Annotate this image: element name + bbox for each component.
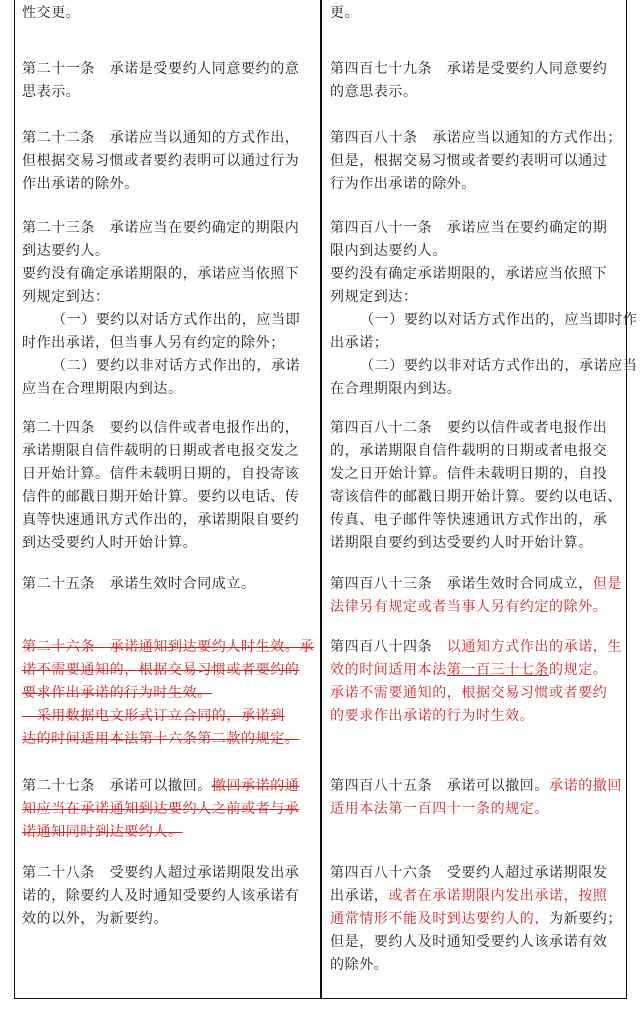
text-line xyxy=(330,636,622,659)
text-line: 第四百八十二条 要约以信件或者电报作出 xyxy=(330,420,608,436)
article-reference-link: 第一百三十七条 xyxy=(446,662,550,678)
text-line: 采用数据电文形式订立合同的，承诺到 xyxy=(22,708,285,724)
text-line: 但根据交易习惯或者要约表明可以通过行为 xyxy=(22,153,300,169)
text-line: 日开始计算。信件未载明日期的，自投寄该 xyxy=(22,466,300,482)
text-line: 列规定到达： xyxy=(330,289,418,305)
text-line: 但是，根据交易习惯或者要约表明可以通过 xyxy=(330,153,608,169)
text-line: 列规定到达： xyxy=(22,289,110,305)
text-line xyxy=(330,573,622,596)
text-line: 第二十二条 承诺应当以通知的方式作出， xyxy=(22,130,300,146)
article-484 xyxy=(330,636,622,728)
article-479 xyxy=(330,58,622,104)
text-line: 信件的邮戳日期开始计算。要约以电话、传 xyxy=(22,489,300,505)
text-line: 作出承诺的除外。 xyxy=(22,176,139,192)
added-text-part: 的规定。 xyxy=(549,662,608,678)
text-line: 第四百七十九条 承诺是受要约人同意要约 xyxy=(330,61,608,77)
text-line: 发之日开始计算。信件未载明日期的，自投 xyxy=(330,466,608,482)
text-line: 传真、电子邮件等快速通讯方式作出的，承 xyxy=(330,512,608,528)
article-485 xyxy=(330,775,622,821)
text-line: 行为作出承诺的除外。 xyxy=(330,176,476,192)
text-line: 效的以外，为新要约。 xyxy=(22,911,168,927)
article-27-text: 第二十七条 承诺可以撤回。 xyxy=(22,778,212,794)
text-part: 为新要约； xyxy=(549,911,622,927)
article-486 xyxy=(330,862,622,977)
text-line: （一）要约以对话方式作出的，应当即时作 xyxy=(360,312,638,328)
text-line: 思表示。 xyxy=(22,84,81,100)
article-483 xyxy=(330,573,622,619)
text-line: 的意思表示。 xyxy=(330,84,418,100)
text-line: 第二十四条 要约以信件或者电报作出的， xyxy=(22,420,300,436)
article-27 xyxy=(22,775,316,844)
text-line: 限内到达要约人。 xyxy=(330,243,447,259)
added-text: 承诺不需要通知的，根据交易习惯或者要约 xyxy=(330,685,608,701)
text-line: 第四百八十六条 受要约人超过承诺期限发 xyxy=(330,865,608,881)
article-26-deleted xyxy=(22,636,316,751)
added-text: 法律另有规定或者当事人另有约定的除外。 xyxy=(330,599,608,615)
deleted-text: 诺通知同时到达要约人。 xyxy=(22,824,183,840)
text-part: 出承诺， xyxy=(330,888,389,904)
article-fragment-left xyxy=(22,2,316,25)
text-line: 出承诺； xyxy=(330,335,389,351)
article-28 xyxy=(22,862,316,931)
article-21 xyxy=(22,58,316,104)
added-text-part: 效的时间适用本法 xyxy=(330,662,447,678)
text-line: 要约没有确定承诺期限的，承诺应当依照下 xyxy=(330,266,608,282)
column-divider xyxy=(320,0,322,999)
text-line: 第四百八十一条 承诺应当在要约确定的期 xyxy=(330,220,608,236)
text-line: 第二十三条 承诺应当在要约确定的期限内 xyxy=(22,220,300,236)
text-line xyxy=(330,885,622,908)
text-line: 承诺期限自信件载明的日期或者电报交发之 xyxy=(22,443,300,459)
text-line: 应当在合理期限内到达。 xyxy=(22,381,183,397)
article-485-text: 第四百八十五条 承诺可以撤回。 xyxy=(330,778,549,794)
text-line: 诺不需要通知的，根据交易习惯或者要约的 xyxy=(22,662,300,678)
article-483-text: 第四百八十三条 承诺生效时合同成立， xyxy=(330,576,593,592)
text-line: 寄该信件的邮戳日期开始计算。要约以电话、 xyxy=(330,489,622,505)
text-line: 到达受要约人时开始计算。 xyxy=(22,535,198,551)
text-line: 的除外。 xyxy=(330,957,389,973)
text-line: 第二十八条 受要约人超过承诺期限发出承 xyxy=(22,865,300,881)
text-line xyxy=(330,908,622,931)
added-text: 通常情形不能及时到达要约人的， xyxy=(330,911,549,927)
added-text: 承诺的撤回 xyxy=(549,778,622,794)
text-line xyxy=(22,775,316,798)
text-line: 但是，要约人及时通知受要约人该承诺有效 xyxy=(330,934,608,950)
added-text: 以通知方式作出的承诺，生 xyxy=(446,639,623,655)
article-484-number: 第四百八十四条 xyxy=(330,639,447,655)
article-480 xyxy=(330,127,622,196)
text-line: 第二十六条 承诺通知到达要约人时生效。承 xyxy=(22,639,314,655)
article-fragment-right xyxy=(330,2,622,25)
added-text: 的要求作出承诺的行为时生效。 xyxy=(330,708,535,724)
text-line: 达的时间适用本法第十六条第二款的规定。 xyxy=(22,731,300,747)
text-line: 性交更。 xyxy=(22,5,81,21)
text-line: 在合理期限内到达。 xyxy=(330,381,462,397)
text-line: 第四百八十条 承诺应当以通知的方式作出； xyxy=(330,130,622,146)
text-line: 真等快速通讯方式作出的，承诺期限自要约 xyxy=(22,512,300,528)
added-text: 或者在承诺期限内发出承诺，按照 xyxy=(388,888,608,904)
article-482 xyxy=(330,417,622,555)
text-line: 第二十一条 承诺是受要约人同意要约的意 xyxy=(22,61,300,77)
article-24 xyxy=(22,417,316,555)
article-22 xyxy=(22,127,316,196)
text-line: 要求作出承诺的行为时生效。 xyxy=(22,685,212,701)
text-line: 更。 xyxy=(330,5,360,21)
article-25 xyxy=(22,573,316,596)
deleted-text: 知应当在承诺通知到达要约人之前或者与承 xyxy=(22,801,300,817)
text-line: 时作出承诺，但当事人另有约定的除外； xyxy=(22,335,285,351)
text-line xyxy=(330,775,622,798)
deleted-text: 撤回承诺的通 xyxy=(211,778,300,794)
text-line: 的，承诺期限自信件载明的日期或者电报交 xyxy=(330,443,608,459)
text-line: 诺期限自要约到达受要约人时开始计算。 xyxy=(330,535,593,551)
added-text xyxy=(330,659,622,682)
article-23 xyxy=(22,217,316,401)
text-line: 到达要约人。 xyxy=(22,243,110,259)
text-line: 要约没有确定承诺期限的，承诺应当依照下 xyxy=(22,266,300,282)
added-text: 但是 xyxy=(592,576,623,592)
text-line: 第二十五条 承诺生效时合同成立。 xyxy=(22,576,256,592)
text-line: （一）要约以对话方式作出的，应当即 xyxy=(52,312,301,328)
text-line: （二）要约以非对话方式作出的，承诺应当 xyxy=(360,358,638,374)
text-line: （二）要约以非对话方式作出的，承诺 xyxy=(52,358,301,374)
added-text: 适用本法第一百四十一条的规定。 xyxy=(330,801,549,817)
article-481 xyxy=(330,217,638,401)
text-line: 诺的，除要约人及时通知受要约人该承诺有 xyxy=(22,888,300,904)
